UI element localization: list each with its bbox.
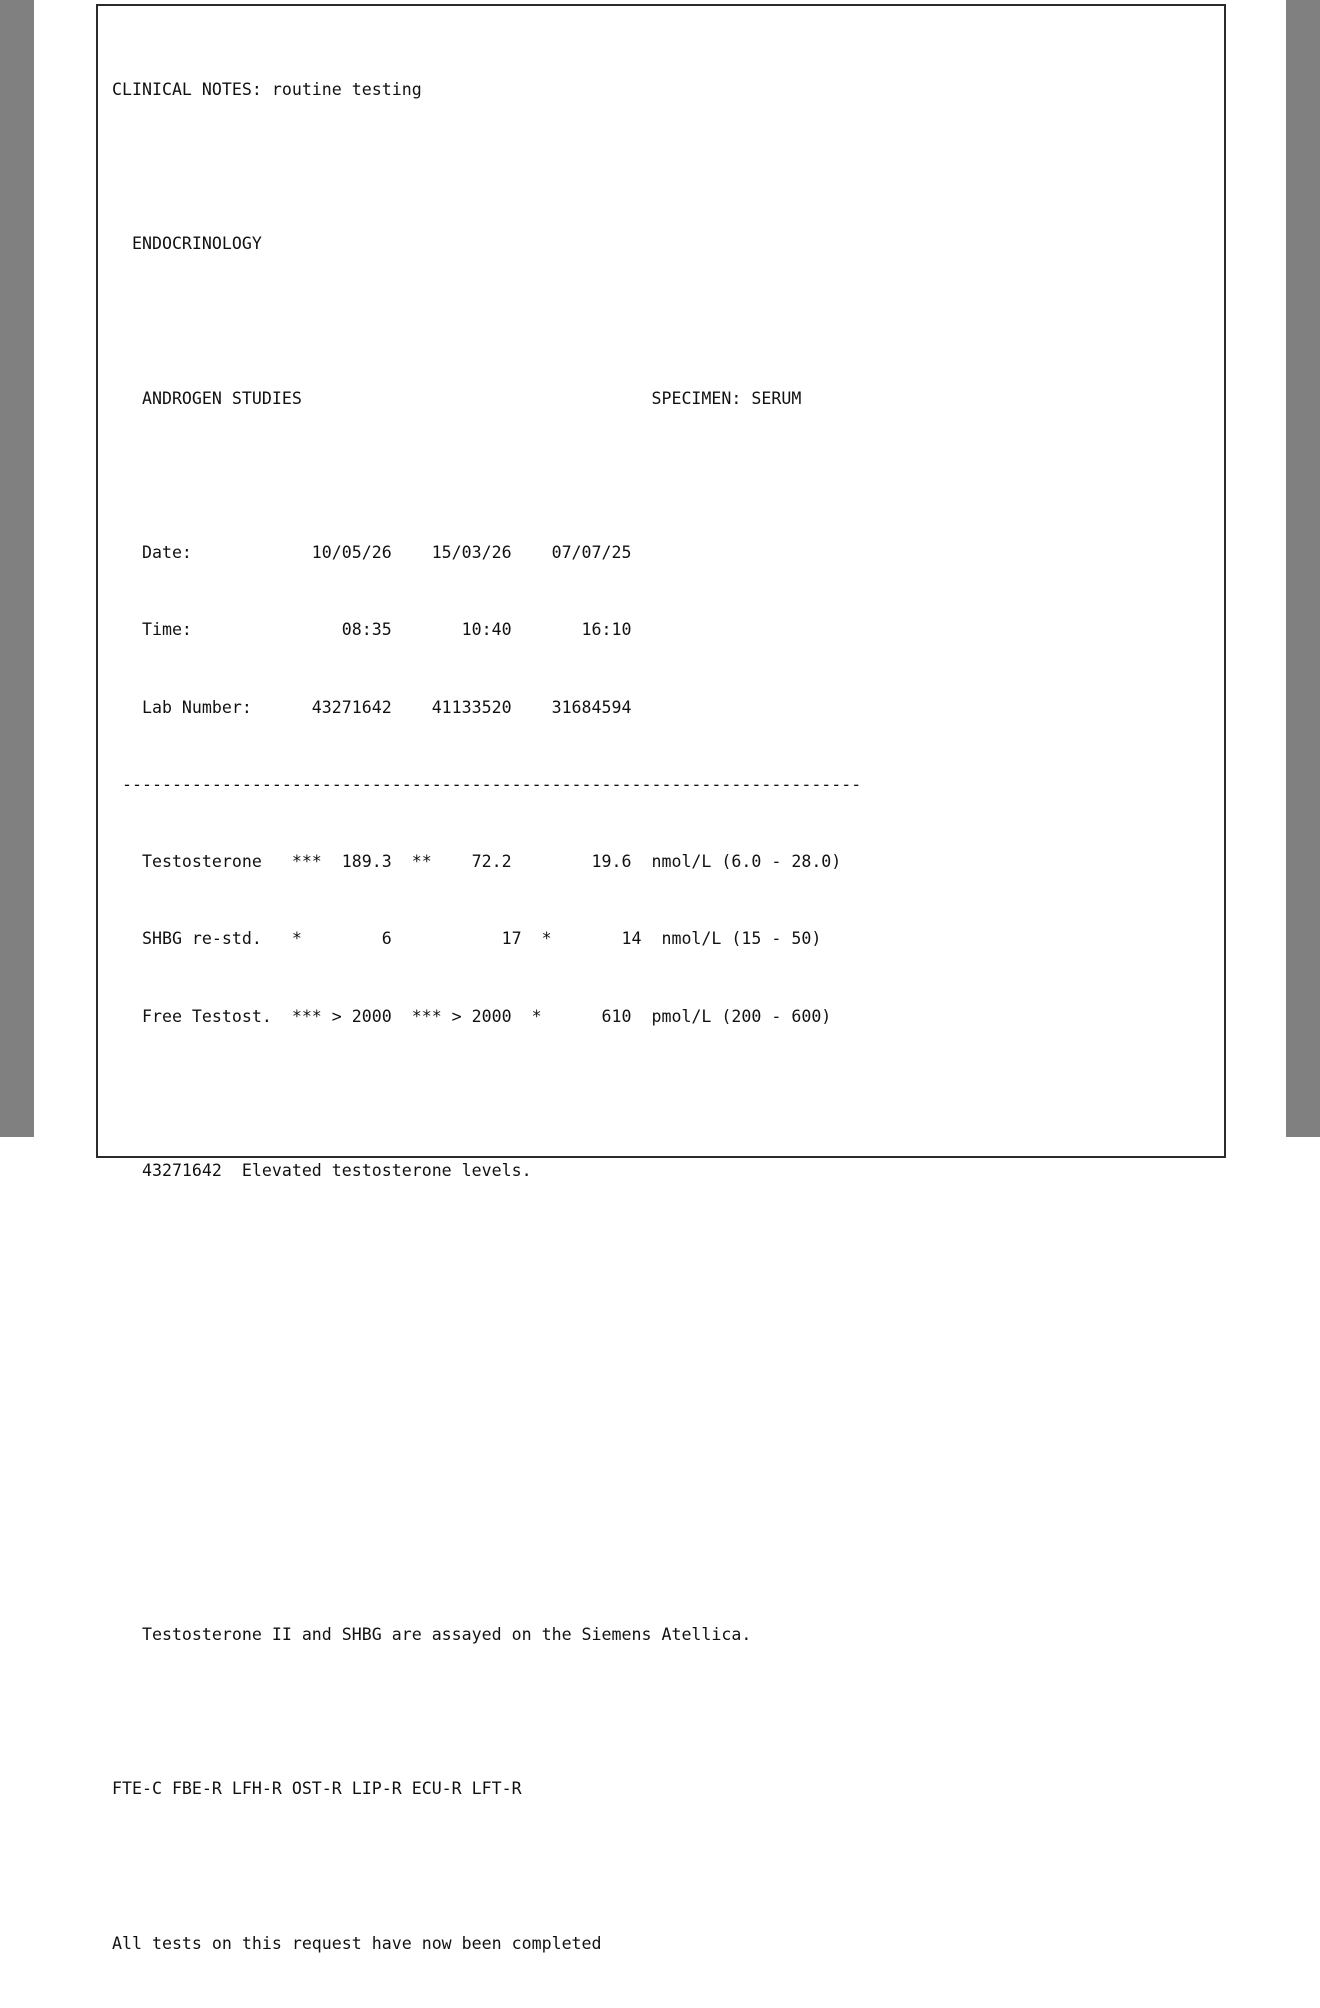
result-comment: 43271642 Elevated testosterone levels. bbox=[112, 1161, 532, 1180]
test-codes: FTE-C FBE-R LFH-R OST-R LIP-R ECU-R LFT-R bbox=[112, 1779, 522, 1798]
blank-line bbox=[112, 463, 861, 489]
blank-line bbox=[112, 1467, 861, 1493]
completion-status: All tests on this request have now been completed bbox=[112, 1933, 602, 1953]
blank-line bbox=[112, 1544, 861, 1570]
clinical-notes: CLINICAL NOTES: routine testing bbox=[112, 79, 422, 99]
assay-note: Testosterone II and SHBG are assayed on the Siemens Atellica. bbox=[112, 1624, 752, 1644]
viewer-right-margin bbox=[1286, 0, 1320, 1137]
blank-line bbox=[112, 1313, 861, 1339]
blank-line bbox=[112, 1390, 861, 1416]
result-row-free-testosterone: Free Testost. *** > 2000 *** > 2000 * 610 pmol/L (200 - 600) bbox=[112, 1006, 832, 1026]
blank-line bbox=[112, 308, 861, 334]
result-row-shbg: SHBG re-std. * 6 17 * 14 nmol/L (15 - 50) bbox=[112, 929, 822, 949]
blank-line bbox=[112, 1699, 861, 1725]
blank-line bbox=[112, 1235, 861, 1261]
separator-line: -------------------------------------------------------------------------- bbox=[112, 774, 862, 794]
study-heading: ANDROGEN STUDIES SPECIMEN: SERUM bbox=[112, 388, 802, 408]
blank-line bbox=[112, 1853, 861, 1879]
time-row: Time: 08:35 10:40 16:10 bbox=[112, 620, 632, 640]
result-row-testosterone: Testosterone *** 189.3 ** 72.2 19.6 nmol/L (6.0 - 28.0) bbox=[112, 852, 842, 871]
department-heading: ENDOCRINOLOGY bbox=[112, 234, 262, 253]
report-body bbox=[112, 25, 861, 2008]
viewer-left-margin bbox=[0, 0, 34, 1137]
lab-number-row: Lab Number: 43271642 41133520 31684594 bbox=[112, 697, 632, 717]
blank-line bbox=[112, 1081, 861, 1107]
date-row: Date: 10/05/26 15/03/26 07/07/25 bbox=[112, 543, 632, 562]
blank-line bbox=[112, 154, 861, 180]
